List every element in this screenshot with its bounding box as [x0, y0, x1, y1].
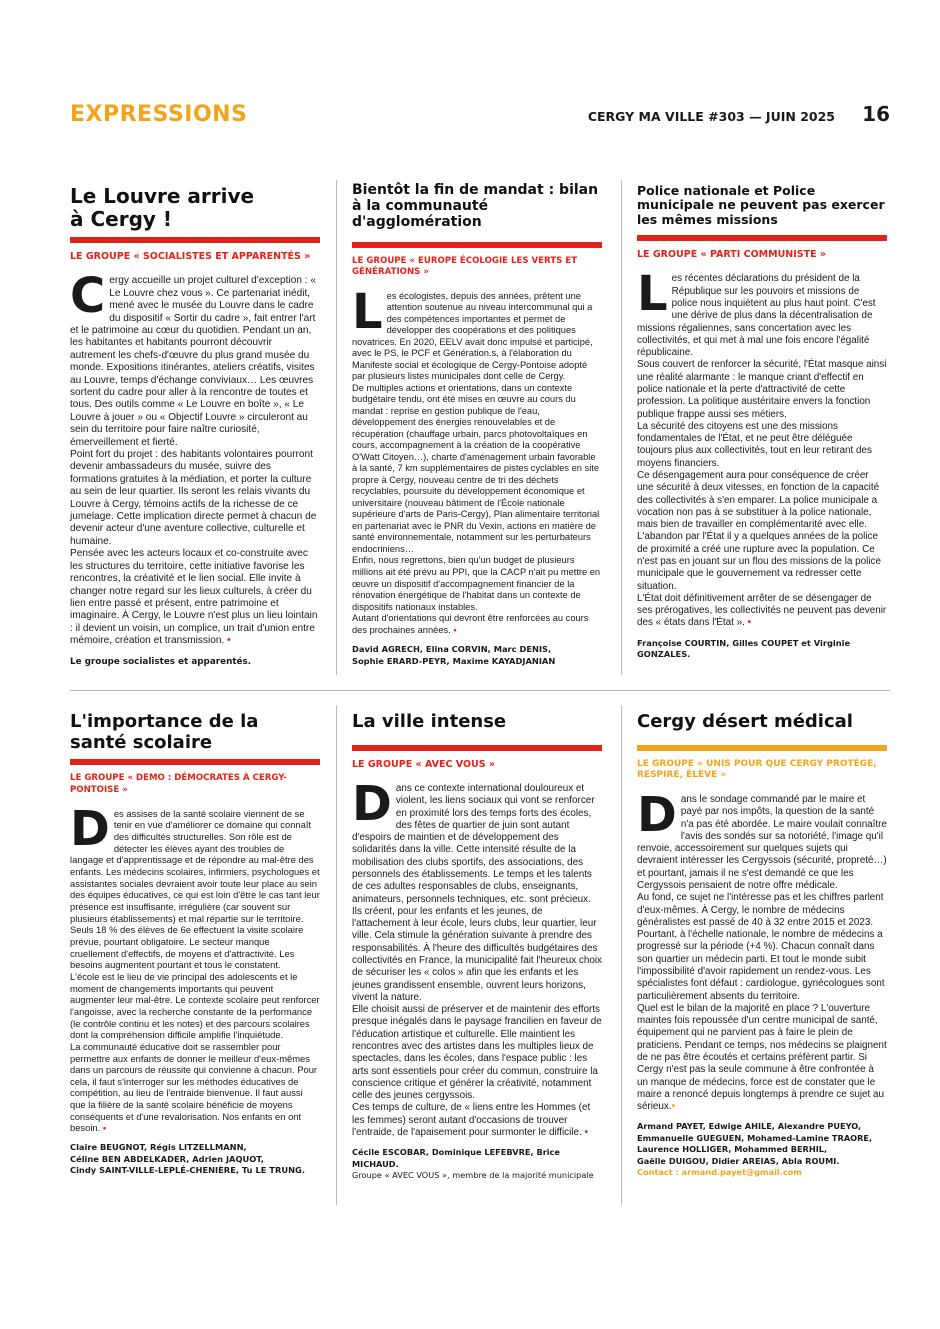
- signature-line: Laurence HOLLIGER, Mohammed BERHIL,: [637, 1144, 828, 1155]
- column-divider: [621, 705, 622, 1205]
- page-header: [70, 100, 890, 134]
- signature: [637, 638, 887, 661]
- title-rule: [70, 759, 320, 765]
- article-body: [70, 800, 320, 1134]
- article-title: Bientôt la fin de mandat : bilan à la communauté d'agglomération: [352, 182, 599, 231]
- article-title: Cergy désert médical: [637, 711, 853, 732]
- paragraph: es récentes déclarations du président de la République sur les pouvoirs et missions de police nous inquiètent au plus haut point. C'est une dérive de plus dans la décentralisation de missions régaliennes, sans concertation avec les collectivités, et qui met à mal une fois encore l'égalité républicaine.: [637, 273, 876, 359]
- signature: [352, 1147, 602, 1181]
- group-label: LE GROUPE « SOCIALISTES ET APPARENTÉS »: [70, 251, 311, 262]
- paragraph: ans le sondage commandé par le maire et payé par nos impôts, la question de la santé n'a pas été abordée. Le maire voulait connaître l'avis des sondés sur sa notoriété, l'image qu'il renvoie, accessoirement sur quelques sujets qui devraient intéresser les Cergyssois (sécurité, propreté…) et pourtant, jamais il ne s'est demandé ce que les Cergyssois pensaient de notre offre médicale.: [637, 794, 887, 892]
- paragraph: Au fond, ce sujet ne l'intéresse pas et les chiffres parlent d'eux-mêmes. À Cergy, le nombre de médecins généralistes est passé de 40 à 32 entre 2015 et 2023. Pourtant, à l'échelle nationale, le nombre de médecins a progressé sur la période (+4 %). Chacun connaît dans son quartier un médecin parti. Et tout le monde subit l'impossibilité d'avoir rapidement un rendez-vous. Les spécialistes font défaut : cardiologue, gynécologues sont particulièrement absents du territoire.: [637, 892, 885, 1002]
- paragraph: Point fort du projet : des habitants volontaires pourront devenir ambassadeurs du musée, suivre des formations gratuites à la médiation, et porter la culture au sein de leur quartier. Ils seront les relais vivants du Louvre à Cergy, témoins actifs de la richesse de ce jumelage. Cette implication directe permet à chacun de devenir acteur d'une aventure collective, culturelle et humaine.: [70, 449, 317, 547]
- paragraph: Ce désengagement aura pour conséquence de créer une sécurité à deux vitesses, en fonction de la capacité des collectivités à s'en emparer. La police municipale a vocation non pas à se substituer à la police nationale, mais bien de travailler en complémentarité avec elle.: [637, 469, 880, 531]
- paragraph: [352, 613, 602, 636]
- paragraph: La sécurité des citoyens est une des missions fondamentales de l'État, et ne peut être déléguée toujours plus aux collectivités, tout en leur retirant des moyens financiers.: [637, 420, 872, 469]
- paragraph-text: La communauté éducative doit se rassembler pour permettre aux enfants de donner le meilleur d'eux-mêmes dans un parcours de réussite qui convienne à chacun. Pour cela, il faut s'interroger sur les méthodes éducatives de compétition, au lieu de l'entraide bienvenue. Il faut aussi que la filière de la santé scolaire bénéficie de moyens conséquents et d'une revalorisation. Nos enfants en ont besoin.: [70, 1040, 318, 1134]
- title-rule: [352, 745, 602, 751]
- signature-line: Cindy SAINT-VILLE-LEPLÉ-CHENIÈRE, Tu LE TRUNG.: [70, 1165, 305, 1176]
- title-rule: [352, 242, 602, 248]
- signature-line: Céline BEN ABDELKADER, Adrien JAQUOT,: [70, 1153, 264, 1164]
- drop-cap: L: [637, 266, 668, 323]
- drop-cap: C: [70, 268, 106, 325]
- column-divider: [336, 705, 337, 1205]
- paragraph: [637, 593, 887, 630]
- article-body: [637, 787, 887, 1113]
- article-bilan-agglo: [352, 182, 602, 667]
- end-marker: •: [227, 635, 231, 647]
- end-marker: •: [584, 1126, 588, 1138]
- signature-line: Armand PAYET, Edwige AHILE, Alexandre PUEYO,: [637, 1121, 862, 1132]
- paragraph: [70, 1041, 320, 1134]
- signature-line: Le groupe socialistes et apparentés.: [70, 656, 252, 667]
- signature: [70, 1142, 320, 1177]
- contact-link[interactable]: Contact : armand.payet@gmail.com: [637, 1167, 802, 1178]
- paragraph: Elle choisit aussi de préserver et de maintenir des efforts presque inégalés dans le paysage francilien en faveur de l'éducation artistique et culturelle. Elle maintient les rencontres avec des artistes dans les multiples lieux de spectacles, dans les écoles, dans l'espace public : les arts sont essentiels pour créer du commun, construire la conscience critique et générer la créativité, notamment celle des jeunes cergyssois.: [352, 1004, 602, 1102]
- drop-cap: D: [352, 776, 392, 833]
- article-body: [70, 268, 320, 647]
- article-louvre: [70, 185, 320, 668]
- section-title: EXPRESSIONS: [70, 102, 248, 127]
- group-label: LE GROUPE « AVEC VOUS »: [352, 758, 496, 770]
- paragraph: Enfin, nous regrettons, bien qu'un budget de plusieurs millions ait été prévu au PPI, que la CACP n'ait pu mettre en œuvre un dispositif d'accompagnement financier de la rénovation énergétique de l'habitat dans un contexte de dispositifs nationaux instables.: [352, 555, 601, 612]
- paragraph-text: Autant d'orientations qui devront être renforcées au cours des prochaines années.: [352, 613, 589, 635]
- signature-line: Gaëlle DUIGOU, Didier AREIAS, Abla ROUMI.: [637, 1155, 840, 1166]
- article-body: [352, 283, 602, 636]
- article-title: La ville intense: [352, 711, 507, 732]
- article-body: [637, 266, 887, 629]
- paragraph-text: Pensée avec les acteurs locaux et co-construite avec les structures du territoire, cette initiative favorise les rencontres, la créativité et le lien social. Elle invite à changer notre regard sur les lieux culturels, à créer du lien entre passé et présent, entre patrimoine et imaginaire. À Cergy, le Louvre n'est plus un lieu lointain : il devient un voisin, un complice, un trait d'union entre mémoire, création et transmission.: [70, 548, 318, 647]
- paragraph: L'école est le lieu de vie principal des adolescents et le moment de changements importants qui peuvent augmenter leur mal-être. Le contexte scolaire peut renforcer l'angoisse, avec la recherche constante de la performance (le contrôle continu et les notes) et des parcours scolaires dont la compréhension difficile amplifie l'inquiétude.: [70, 970, 320, 1041]
- paragraph: es écologistes, depuis des années, prêtent une attention soutenue au niveau intercommunal qui a des compétences importantes et permet de développer des coopérations et des politiques novatrices. En 2020, EELV avait donc impulsé et participé, avec le PS, le PCF et Génération.s, à l'élaboration du Manifeste social et écologique de Cergy-Pontoise adopté par plusieurs listes municipales dont celle de Cergy.: [352, 290, 593, 382]
- drop-cap: D: [70, 800, 110, 857]
- paragraph: De multiples actions et orientations, dans un contexte budgétaire tendu, ont été mises en œuvre au cours du mandat : reprise en gestion publique de l'eau, développement des énergies renouvelables et de récupération (chauffage urbain, parcs photovoltaïques en cours, accompagnement à la création de la coopérative O'Watt Citoyen…), charte d'aménagement urbain favorable à la santé, 7 km supplémentaires de pistes cyclables en site propre à Cergy, nouveau centre de tri des déchets recyclables, poursuite du développement économique et universitaire (nouveau bâtiment de l'École nationale supérieure d'arts de Paris-Cergy), Plan alimentaire territorial en partenariat avec le PNR du Vexin, actions en matière de santé environnementale, notamment sur les perturbateurs endocriniens…: [352, 382, 600, 554]
- signature: [70, 656, 320, 668]
- article-ville-intense: [352, 712, 602, 1182]
- group-label: LE GROUPE « PARTI COMMUNISTE »: [637, 249, 827, 261]
- article-title: Police nationale et Police municipale ne peuvent pas exercer les mêmes missions: [637, 183, 885, 227]
- title-rule: [637, 235, 887, 241]
- paragraph: [70, 548, 320, 647]
- paragraph: [637, 1003, 887, 1114]
- group-label: LE GROUPE « DEMO : DÉMOCRATES À CERGY-PONTOISE »: [70, 773, 287, 795]
- article-police: [637, 184, 887, 661]
- article-body: [352, 776, 602, 1139]
- signature-line: Emmanuelle GUEGUEN, Mohamed-Lamine TRAORE,: [637, 1132, 873, 1143]
- paragraph: es assises de la santé scolaire viennent de se tenir en vue d'améliorer ce domaine qui connaît des difficultés structurelles. Son rôle est de détecter les élèves ayant des troubles de langage et d'apprentissage et de répondre au mal-être des enfants. Les médecins scolaires, infirmiers, psychologues et assistantes sociales devraient avoir toute leur place au sein des équipes éducatives, ce qui est loin d'être le cas tant leur présence est insuffisante, irrégulière (car souvent sur plusieurs établissements) et mal répartie sur le territoire. Seuls 18 % des élèves de 6e effectuent la visite scolaire prévue, pourtant obligatoire. Le secteur manque cruellement d'effectifs, de moyens et d'attractivité. Les besoins augmentent pourtant et tous le constatent.: [70, 807, 320, 971]
- article-title: L'importance de la santé scolaire: [70, 711, 259, 753]
- end-marker: •: [747, 617, 752, 629]
- paragraph-text: Quel est le bilan de la majorité en place ? L'ouverture maintes fois repoussée d'un centre municipal de santé, équipement qui ne parvient pas à faire le plein de praticiens. Pendant ce temps, nos médecins se plaignent de ne pas être écoutés et certains préfèrent partir. Si Cergy n'est pas la seule commune à être confrontée à un manque de médecins, force est de constater que le maire a renoncé depuis longtemps à prendre ce sujet au sérieux.: [637, 1002, 887, 1113]
- end-marker: •: [102, 1122, 107, 1134]
- paragraph: [352, 1102, 602, 1139]
- signature-line: David AGRECH, Elina CORVIN, Marc DENIS,: [352, 644, 552, 655]
- group-label: LE GROUPE « EUROPE ÉCOLOGIE LES VERTS ET GÉNÉRATIONS »: [352, 256, 578, 278]
- column-divider: [336, 180, 337, 675]
- paragraph: ergy accueille un projet culturel d'exception : « Le Louvre chez vous ». Ce partenariat inédit, mené avec le musée du Louvre dans le cadre du dispositif « Sortir du cadre », fait entrer l'art et le patrimoine au cœur du quotidien. Pendant un an, les habitantes et habitants pourront découvrir autrement les chefs-d'œuvre du plus grand musée du monde. Expositions itinérantes, ateliers créatifs, visites au Louvre, temps d'échange conviviaux… Les œuvres sortent du cadre pour aller à la rencontre de toutes et tous. Des outils comme « Le Louvre en boîte », « Le Louvre à jouer » ou « Objectif Louvre » circuleront au sein du territoire pour faire naître curiosité, émerveillement et fierté.: [70, 275, 316, 448]
- signature: [637, 1121, 887, 1178]
- drop-cap: L: [352, 283, 383, 340]
- paragraph: ans ce contexte international douloureux et violent, les liens sociaux qui vont se renforcer en proximité lors des temps forts des écoles, des fêtes de quartier de juin sont autant d'espoirs de maintien et de développement des solidarités dans la ville. Cette intensité résulte de la mobilisation des clubs sportifs, des associations, des personnels des établissements. Le temps et les talents de ces adultes responsables de clubs, enseignants, animateurs, personnels techniques, etc. sont précieux. Ils créent, pour les enfants et les jeunes, de l'attachement à leur école, leurs clubs, leur quartier, leur ville. Cela stimule la génération suivante à prendre des responsabilités. À l'heure des difficultés budgétaires des collectivités en France, la municipalité fait l'heureux choix de sécuriser les « colos » afin que les enfants et les jeunes grandissent ensemble, ouvrent leurs horizons, vivent la nature.: [352, 783, 602, 1003]
- article-sante-scolaire: [70, 712, 320, 1177]
- end-marker: •: [453, 624, 457, 635]
- signature-line: Françoise COURTIN, Gilles COUPET et Virginie GONZALES.: [637, 637, 851, 660]
- end-marker: •: [671, 1101, 676, 1113]
- paragraph: L'abandon par l'État il y a quelques années de la police de proximité a créé une rupture avec la population. Ce n'est pas en jouant sur un flou des missions de la police municipale que le gouvernement va redresser cette situation.: [637, 531, 881, 592]
- signature: [352, 644, 602, 667]
- issue-label: CERGY MA VILLE #303 — JUIN 2025: [587, 109, 835, 124]
- page-number: 16: [862, 102, 890, 126]
- row-divider: [70, 690, 890, 691]
- paragraph-text: Ces temps de culture, de « liens entre les Hommes (et les femmes) seront autant d'occasions de trouver l'entraide, de l'apaisement pour surmonter le difficile.: [352, 1102, 591, 1138]
- title-rule: [637, 745, 887, 751]
- paragraph: Sous couvert de renforcer la sécurité, l'État masque ainsi une réalité alarmante : le manque criant d'effectif en police nationale et la perte d'attractivité de cette profession. La politique austéritaire envers la fonction publique frappe aussi ses métiers.: [637, 359, 887, 420]
- drop-cap: D: [637, 787, 677, 844]
- article-desert-medical: [637, 712, 887, 1179]
- signature-line: Groupe « AVEC VOUS », membre de la majorité municipale: [352, 1170, 594, 1181]
- group-label: LE GROUPE « UNIS POUR QUE CERGY PROTÈGE, RESPIRE, ÉLÈVE »: [637, 758, 877, 781]
- paragraph-text: L'État doit définitivement arrêter de se désengager de ses prérogatives, les collectivités ne peuvent pas devenir des « états dans l'État ».: [637, 592, 887, 629]
- title-rule: [70, 237, 320, 243]
- column-divider: [621, 180, 622, 675]
- signature-line: Cécile ESCOBAR, Dominique LEFEBVRE, Brice MICHAUD.: [352, 1147, 560, 1169]
- signature-line: Claire BEUGNOT, Régis LITZELLMANN,: [70, 1142, 247, 1153]
- article-title: Le Louvre arrive à Cergy !: [70, 184, 255, 231]
- signature-line: Sophie ERARD-PEYR, Maxime KAYADJANIAN: [352, 655, 556, 666]
